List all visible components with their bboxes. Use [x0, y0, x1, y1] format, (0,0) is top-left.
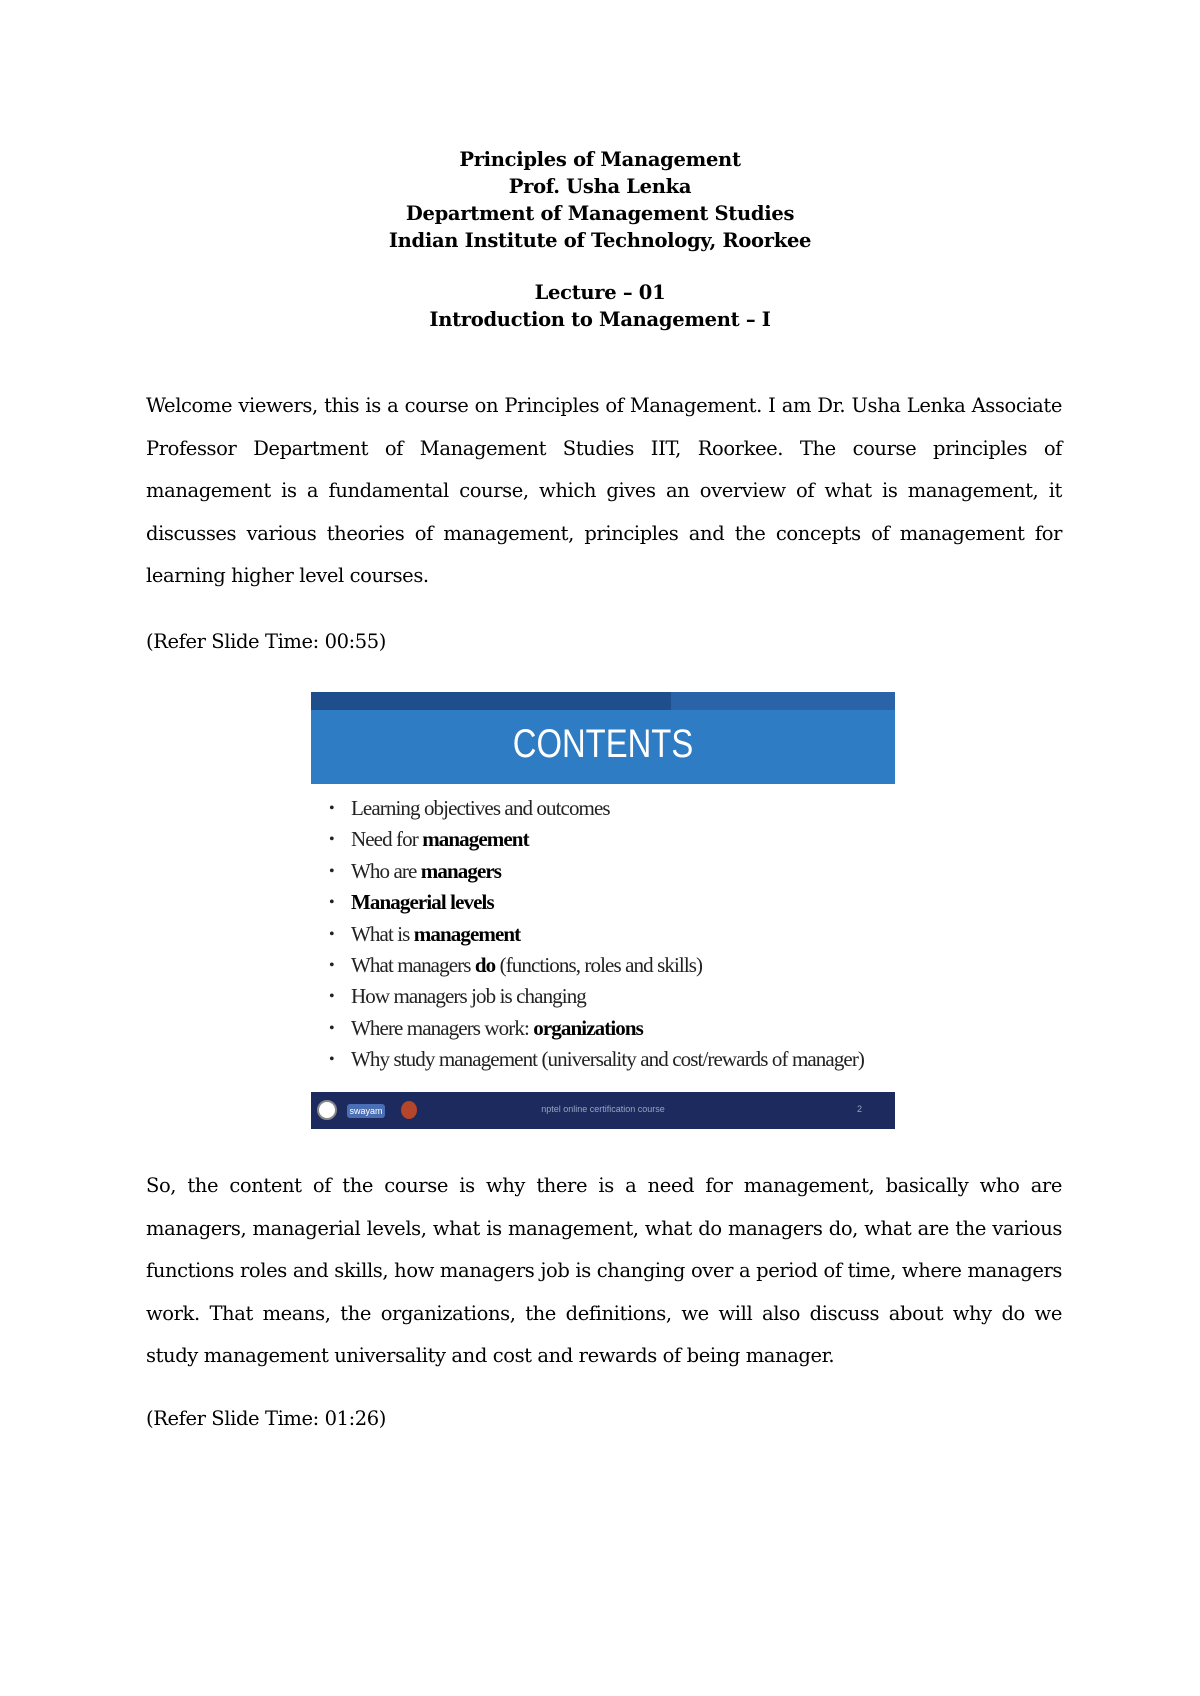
content-paragraph: So, the content of the course is why there is a need for management, basically who are managers, managerial levels, what is management, what do managers do, what are the various functions roles and skills, how managers job is changing over a period of time, where managers work. That means, the organizations, the definitions, we will also discuss about why do we study management universality and cost and rewards of being manager. — [146, 1174, 1062, 1367]
intro-paragraph: Welcome viewers, this is a course on Principles of Management. I am Dr. Usha Lenka Associate Professor Department of Management Studies IIT, Roorkee. The course principles of management is a fundamental course, which gives an overview of what is management, it discusses various theories of management, principles and the concepts of management for learning higher level courses. — [146, 394, 1062, 587]
contents-slide-image — [311, 692, 895, 1129]
slide-item-pre-text: What managers — [351, 953, 475, 978]
slide-item-pre-text: Where managers work: — [351, 1015, 534, 1040]
slide-header-band-accent — [671, 692, 895, 710]
department-name: Department of Management Studies — [405, 202, 795, 225]
slide-item-pre-text: Why study management (universality and cost/rewards of manager) — [351, 1047, 865, 1072]
bullet-icon: • — [329, 862, 334, 880]
document-title-block — [0, 146, 1200, 333]
slide-item-bold-text: organizations — [533, 1015, 643, 1040]
slide-header — [311, 692, 895, 784]
slide-item-pre-text: How managers job is changing — [351, 984, 586, 1009]
bullet-icon: • — [329, 894, 334, 912]
slide-item-bold-text: do — [474, 953, 496, 978]
institute-name: Indian Institute of Technology, Roorkee — [388, 229, 812, 252]
slide-item-bold-text: management — [422, 827, 529, 852]
slide-list-item — [329, 793, 889, 824]
slide-item-pre-text: Need for — [351, 827, 423, 852]
bullet-icon: • — [329, 1051, 334, 1069]
professor-name: Prof. Usha Lenka — [508, 175, 692, 198]
bullet-icon: • — [329, 957, 334, 975]
slide-footer-text: nptel online certification course — [541, 1104, 665, 1114]
slide-list-item — [329, 981, 889, 1012]
slide-item-bold-text: Managerial levels — [351, 890, 494, 915]
lecture-number: Lecture – 01 — [534, 281, 666, 304]
slide-list-item — [329, 887, 889, 918]
slide-list-item — [329, 856, 889, 887]
lecture-title: Introduction to Management – I — [429, 308, 771, 331]
bullet-icon: • — [329, 1019, 334, 1037]
slide-item-pre-text: What is — [351, 921, 414, 946]
course-title: Principles of Management — [459, 148, 741, 171]
refer-slide-time-2: (Refer Slide Time: 01:26) — [146, 1407, 387, 1430]
slide-item-bold-text: managers — [420, 858, 502, 883]
slide-footer — [311, 1092, 895, 1129]
slide-list-item — [329, 1013, 889, 1044]
bullet-icon: • — [329, 831, 334, 849]
bullet-icon: • — [329, 925, 334, 943]
slide-list-item — [329, 950, 889, 981]
slide-list-item — [329, 824, 889, 855]
bullet-icon: • — [329, 800, 334, 817]
slide-contents-list — [329, 793, 889, 1076]
slide-list-item — [329, 1044, 889, 1075]
slide-title: CONTENTS — [512, 722, 694, 766]
slide-item-bold-text: management — [413, 921, 521, 946]
slide-item-post-text: (functions, roles and skills) — [495, 953, 703, 978]
swayam-logo: swayam — [347, 1104, 385, 1118]
slide-list-item — [329, 919, 889, 950]
slide-page-number: 2 — [857, 1104, 863, 1114]
slide-item-pre-text: Learning objectives and outcomes — [351, 796, 610, 820]
slide-item-pre-text: Who are — [351, 858, 421, 883]
bullet-icon: • — [329, 988, 334, 1006]
refer-slide-time-1: (Refer Slide Time: 00:55) — [146, 630, 387, 653]
